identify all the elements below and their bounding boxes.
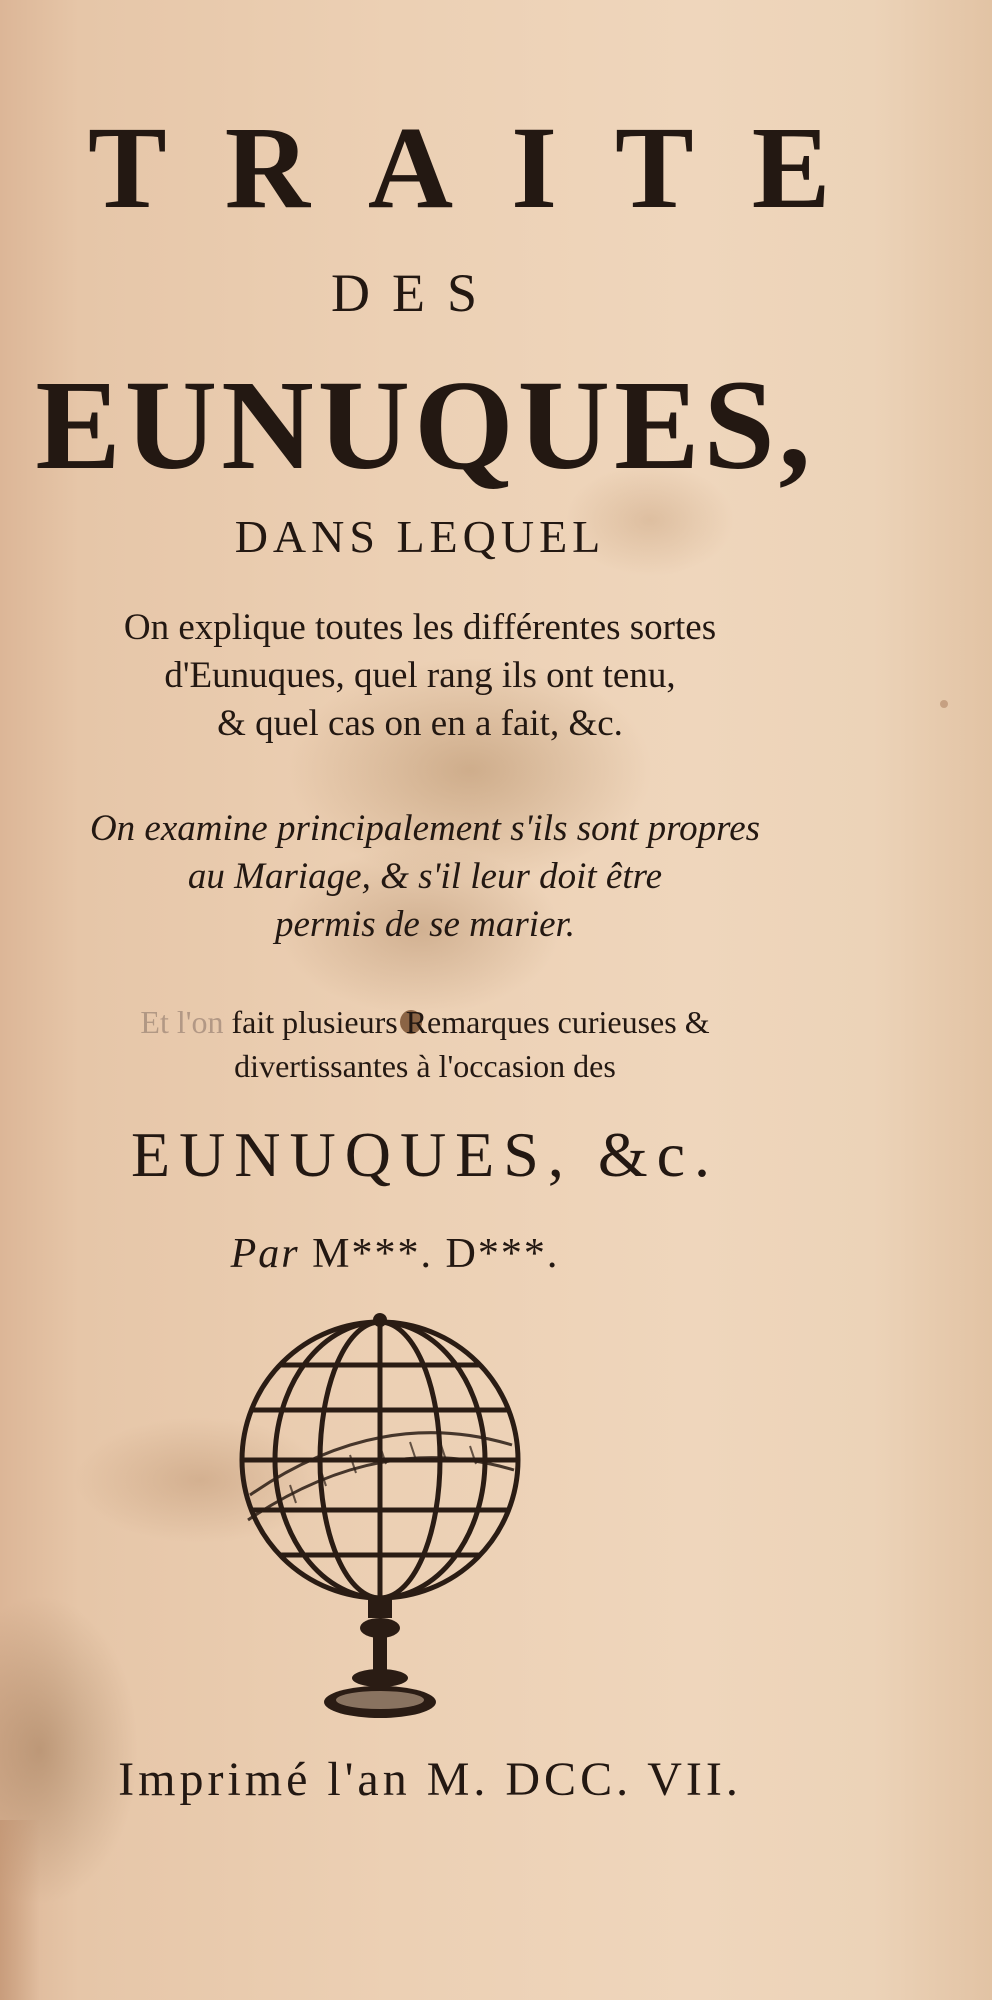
foxing-spot xyxy=(940,700,948,708)
subtitle-roman-line: On explique toutes les différentes sortes xyxy=(123,607,717,648)
author-par: Par xyxy=(230,1231,300,1277)
remarks-block xyxy=(0,1000,850,1088)
title-line-eunuques: EUNUQUES, xyxy=(35,354,815,496)
title-line-des: DES xyxy=(330,263,499,323)
subtitle-roman-line: d'Eunuques, quel rang ils ont tenu, xyxy=(164,655,676,696)
remarks-line xyxy=(0,1000,850,1044)
remarks-line-rest: fait plusieurs Remarques curieuses & xyxy=(223,1004,710,1040)
subtitle-italic-line: permis de se marier. xyxy=(274,904,576,945)
subtitle-italic-line: au Mariage, & s'il leur doit être xyxy=(187,856,663,897)
remarks-prefix: Et l'on xyxy=(140,1004,224,1040)
title-line-dans-lequel: DANS LEQUEL xyxy=(234,511,606,562)
subtitle-roman-block xyxy=(0,604,840,748)
title-line-traite: TRAITE xyxy=(88,102,889,233)
edge-wear xyxy=(0,1820,40,2000)
armillary-sphere-woodcut-icon xyxy=(230,1310,530,1730)
subtitle-italic-block xyxy=(0,805,850,949)
imprint-line: Imprimé l'an M. DCC. VII. xyxy=(118,1753,742,1806)
subtitle-italic-line: On examine principalement s'ils sont propres xyxy=(89,808,761,849)
remarks-line: divertissantes à l'occasion des xyxy=(234,1048,616,1084)
author-initials: M***. D***. xyxy=(299,1231,560,1277)
author-line xyxy=(0,1230,790,1278)
title-line-eunuques-etc: EUNUQUES, &c. xyxy=(130,1119,720,1190)
subtitle-roman-line: & quel cas on en a fait, &c. xyxy=(217,703,623,744)
